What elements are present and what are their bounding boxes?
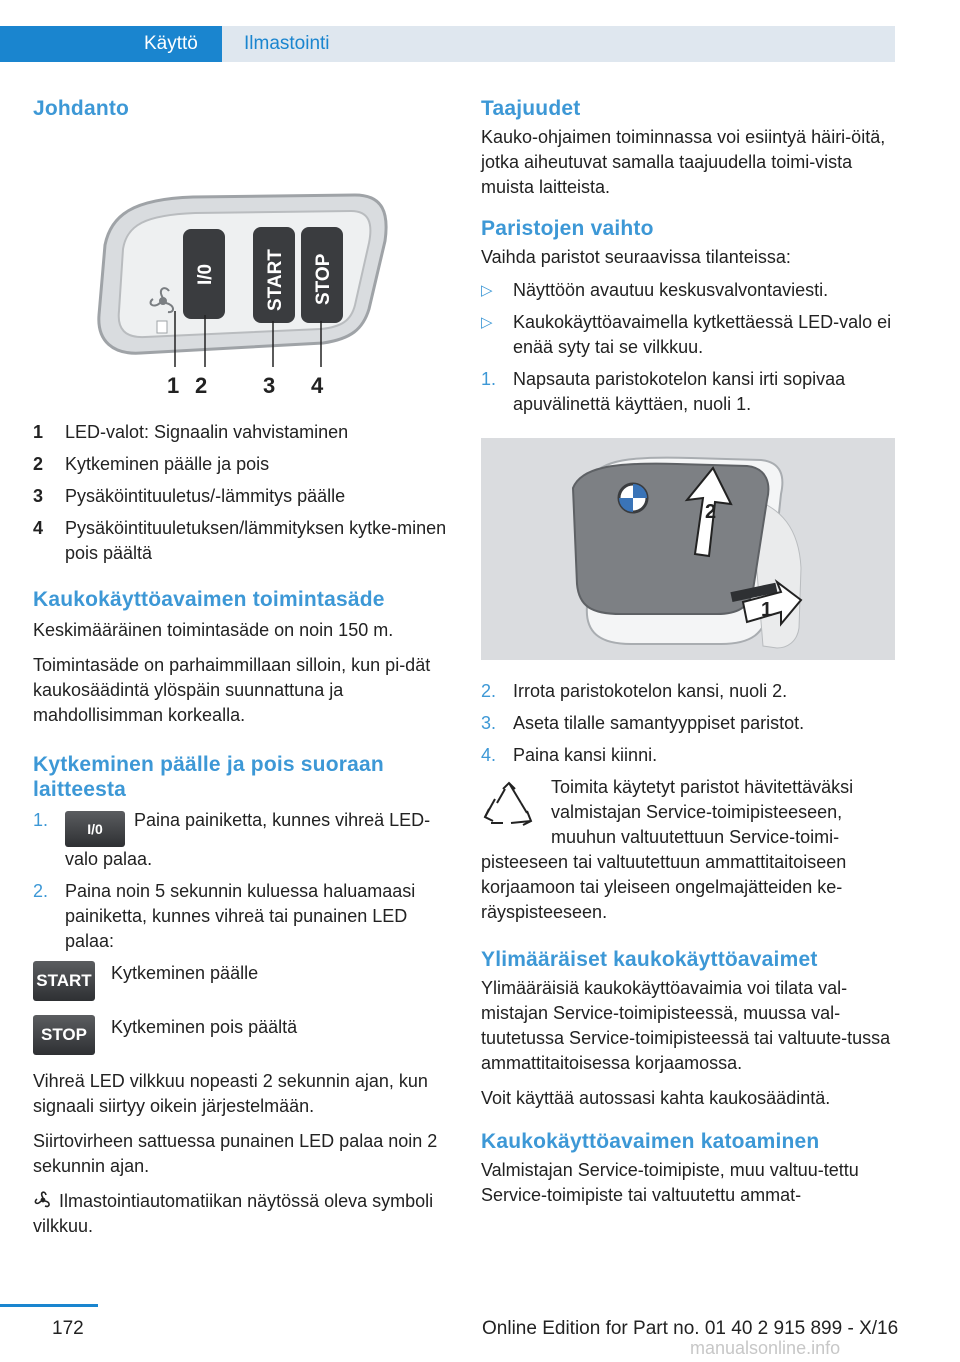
- heading-range: Kaukokäyttöavaimen toimintasäde: [33, 588, 385, 611]
- fan-icon: [33, 1190, 53, 1210]
- button-start-label: START: [265, 249, 286, 311]
- heading-direct-switch: Kytkeminen päälle ja pois suoraan laitteesta: [33, 753, 384, 801]
- green-led-text: Vihreä LED vilkkuu nopeasti 2 sekunnin ajan, kun signaali siirtyy oikein järjestelmään.: [33, 1071, 428, 1116]
- stop-button-icon: STOP: [33, 1015, 95, 1055]
- start-button-icon: START: [33, 961, 95, 1001]
- recycle-text: Toimita käytetyt paristot hävitettäväksi valmistajan Service-toimipisteeseen, muuhun valtuutettuun Service-toimi-pisteeseen tai valtuutettuun ammattitaitoiseen korjaamoon tai yleiseen ongelmajätteiden ke-räyspisteeseen.: [481, 777, 854, 922]
- battery-conditions: [481, 278, 895, 417]
- triangle-bullet-icon: ▷: [481, 314, 493, 331]
- chapter-header: [0, 0, 895, 62]
- battery-steps: [481, 679, 895, 768]
- heading-lost-key: Kaukokäyttöavaimen katoaminen: [481, 1130, 820, 1153]
- step-item: 2. Paina noin 5 sekunnin kuluessa haluamaasi painiketta, kunnes vihreä tai punainen LED palaa:: [33, 881, 416, 951]
- start-row: START Kytkeminen päälle: [33, 961, 451, 1001]
- remote-key-figure: [33, 133, 451, 403]
- right-column: [481, 96, 895, 1218]
- stop-row: STOP Kytkeminen pois päältä: [33, 1015, 451, 1055]
- frequencies-text: Kauko-ohjaimen toiminnassa voi esiintyä häiri-öitä, jotka aiheutuvat samalla taajuudella toimi-vista muista laitteista.: [481, 127, 886, 197]
- heading-frequencies: Taajuudet: [481, 97, 581, 120]
- arrow-1-label: 1: [761, 599, 773, 621]
- step-item: 1. I/0 Paina painiketta, kunnes vihreä LED-valo palaa.: [33, 810, 431, 869]
- tab-kaytto[interactable]: Käyttö: [0, 26, 222, 62]
- heading-battery: Paristojen vaihto: [481, 217, 654, 240]
- legend-item: 4 Pysäköintituuletuksen/lämmityksen kytke-minen pois päältä: [33, 518, 447, 563]
- step-item: 4. Paina kansi kiinni.: [481, 745, 658, 765]
- lost-key-text: Valmistajan Service-toimipiste, muu valtuu-tettu Service-toimipiste tai valtuutettu ammat-: [481, 1160, 859, 1205]
- watermark: manualsonline.info: [690, 1338, 841, 1358]
- direct-steps: [33, 808, 451, 954]
- callout-3: 3: [263, 373, 276, 398]
- callout-4: 4: [311, 373, 324, 398]
- figure-legend: [33, 420, 451, 566]
- recycle-note: [481, 775, 895, 925]
- edition-text: Online Edition for Part no. 01 40 2 915 899 - X/16: [482, 1318, 899, 1339]
- io-button-icon: I/0: [65, 811, 125, 847]
- step-item: 1. Napsauta paristokotelon kansi irti sopivaa apuvälinettä käyttäen, nuoli 1.: [481, 369, 846, 414]
- legend-item: 1 LED-valot: Signaalin vahvistaminen: [33, 422, 349, 442]
- fan-symbol-text: Ilmastointiautomatiikan näytössä oleva symboli vilkkuu.: [33, 1191, 434, 1236]
- step-item: 2. Irrota paristokotelon kansi, nuoli 2.: [481, 681, 788, 701]
- tab-ilmastointi[interactable]: Ilmastointi: [222, 26, 895, 62]
- legend-item: 3 Pysäköintituuletus/-lämmitys päälle: [33, 486, 346, 506]
- battery-cover-figure: [481, 438, 895, 660]
- heading-extra-keys: Ylimääräiset kaukokäyttöavaimet: [481, 948, 818, 971]
- step-item: 3. Aseta tilalle samantyyppiset paristot.: [481, 713, 805, 733]
- callout-1: 1: [167, 373, 180, 398]
- page-number-bar: [0, 1304, 98, 1307]
- button-stop-label: STOP: [313, 253, 334, 305]
- page-number: 172: [52, 1318, 84, 1339]
- list-item: ▷ Kaukokäyttöavaimella kytkettäessä LED-valo ei enää syty tai se vilkkuu.: [481, 310, 895, 360]
- heading-johdanto: Johdanto: [33, 97, 130, 120]
- list-item: ▷ Näyttöön avautuu keskusvalvontaviesti.: [481, 278, 895, 303]
- triangle-bullet-icon: ▷: [481, 282, 493, 299]
- recycle-icon: [483, 781, 535, 833]
- callout-2: 2: [195, 373, 208, 398]
- range-text-2: Toimintasäde on parhaimmillaan silloin, kun pi-dät kaukosäädintä ylöspäin suunnattuna ja mahdollisimman korkealla.: [33, 655, 431, 725]
- red-led-text: Siirtovirheen sattuessa punainen LED palaa noin 2 sekunnin ajan.: [33, 1131, 438, 1176]
- battery-intro: Vaihda paristot seuraavissa tilanteissa:: [481, 247, 791, 267]
- legend-item: 2 Kytkeminen päälle ja pois: [33, 454, 270, 474]
- button-io-label: I/0: [195, 263, 216, 285]
- extra-keys-text-2: Voit käyttää autossasi kahta kaukosäädintä.: [481, 1088, 831, 1108]
- arrow-2-label: 2: [705, 501, 717, 523]
- range-text-1: Keskimääräinen toimintasäde on noin 150 m.: [33, 620, 394, 640]
- extra-keys-text-1: Ylimääräisiä kaukokäyttöavaimia voi tilata val-mistajan Service-toimipisteessä, muussa val-tuutetussa Service-toimipisteessä tai valtuute-tussa ammattitaitoisessa korjaamossa.: [481, 978, 891, 1073]
- left-column: [33, 96, 451, 1249]
